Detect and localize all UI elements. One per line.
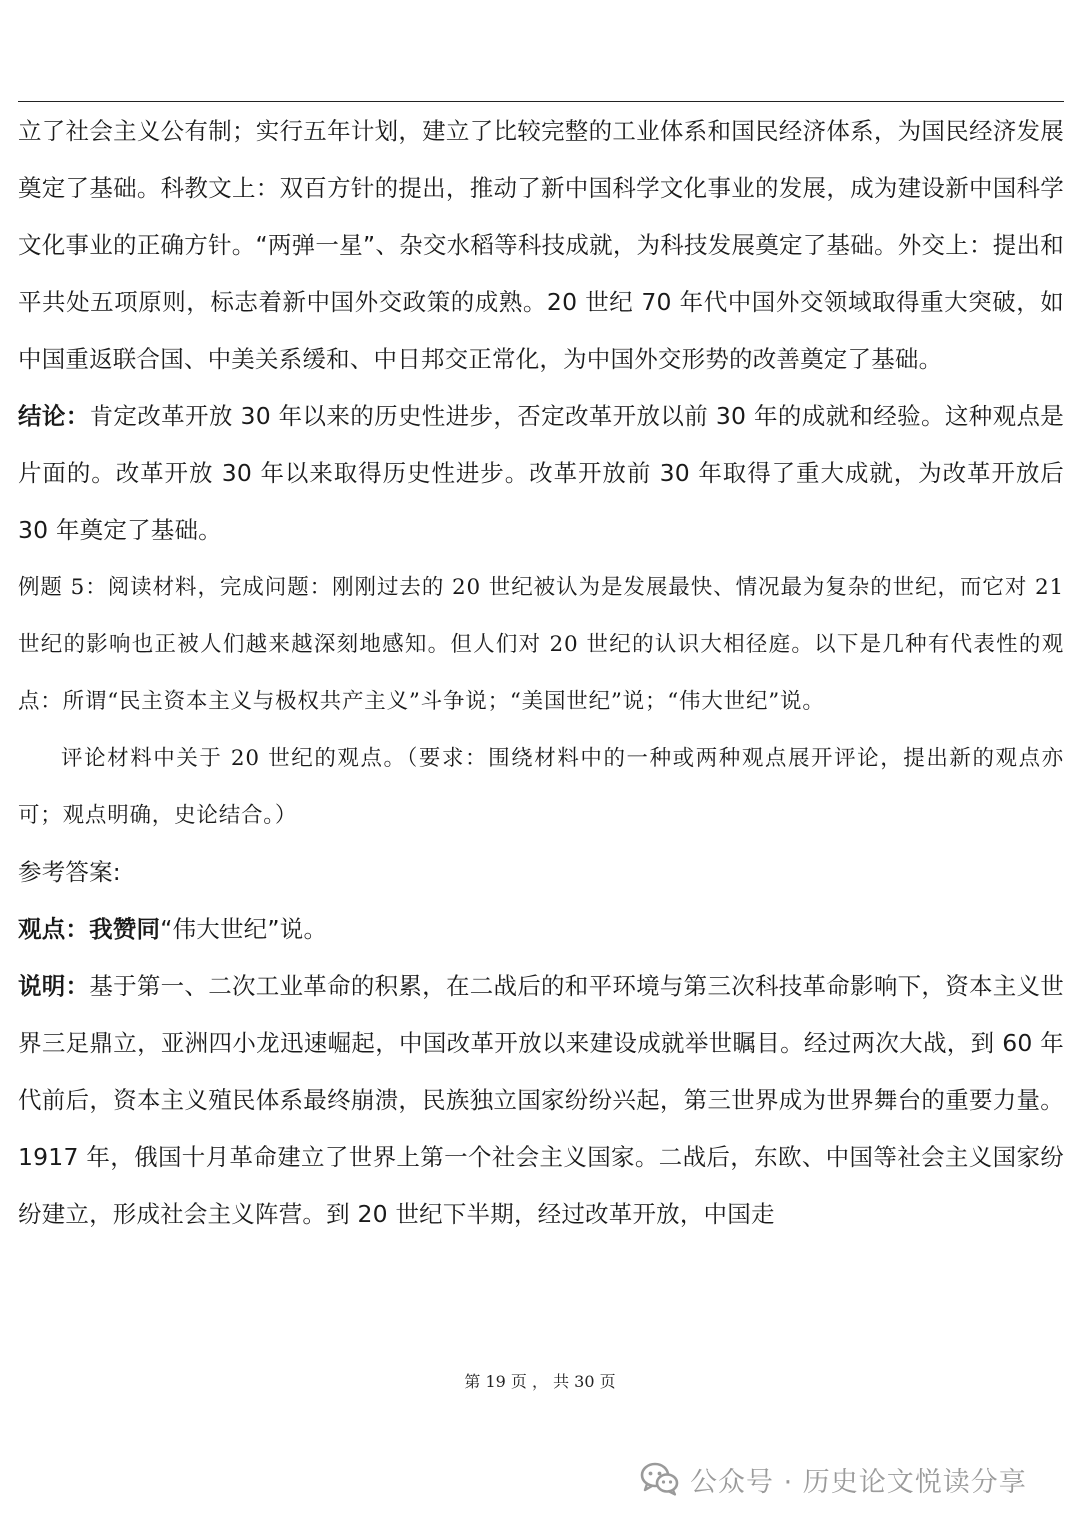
watermark	[640, 1457, 1027, 1501]
explanation-text: 基于第一、二次工业革命的积累，在二战后的和平环境与第三次科技革命影响下，资本主义世界三足鼎立，亚洲四小龙迅速崛起，中国改革开放以来建设成就举世瞩目。经过两次大战，到 60 年代前后，资本主义殖民体系最终崩溃，民族独立国家纷纷兴起，第三世界成为世界舞台的重要力量。1917 年，俄国十月革命建立了世界上第一个社会主义国家。二战后，东欧、中国等社会主义国家纷纷建立，形成社会主义阵营。到 20 世纪下半期，经过改革开放，中国走	[18, 972, 1064, 1228]
paragraph-example-5: 例题 5：阅读材料，完成问题：刚刚过去的 20 世纪被认为是发展最快、情况最为复杂的世纪，而它对 21 世纪的影响也正被人们越来越深刻地感知。但人们对 20 世纪的认识大相径庭。以下是几种有代表性的观点：所谓“民主资本主义与极权共产主义”斗争说；“美国世纪”说；“伟大世纪”说。	[18, 575, 1064, 714]
paragraph-conclusion	[18, 388, 1064, 559]
page-number: 第 19 页 ， 共 30 页	[464, 1372, 616, 1391]
wechat-icon	[640, 1462, 680, 1496]
paragraph-viewpoint	[18, 901, 1064, 958]
header-rule	[18, 101, 1064, 102]
reference-answer-heading: 参考答案:	[18, 858, 121, 886]
document-body	[18, 103, 1064, 1243]
paragraph-achievements: 立了社会主义公有制；实行五年计划，建立了比较完整的工业体系和国民经济体系，为国民经济发展奠定了基础。科教文上：双百方针的提出，推动了新中国科学文化事业的发展，成为建设新中国科学文化事业的正确方针。“两弹一星”、杂交水稻等科技成就，为科技发展奠定了基础。外交上：提出和平共处五项原则，标志着新中国外交政策的成熟。20 世纪 70 年代中国外交领域取得重大突破，如中国重返联合国、中美关系缓和、中日邦交正常化，为中国外交形势的改善奠定了基础。	[18, 117, 1064, 373]
conclusion-text: 肯定改革开放 30 年以来的历史性进步，否定改革开放以前 30 年的成就和经验。这种观点是片面的。改革开放 30 年以来取得历史性进步。改革开放前 30 年取得了重大成就，为改革开放后 30 年奠定了基础。	[18, 402, 1064, 544]
paragraph-explanation	[18, 958, 1064, 1243]
watermark-text: 公众号 · 历史论文悦读分享	[690, 1466, 1027, 1498]
paragraph-question: 评论材料中关于 20 世纪的观点。（要求：围绕材料中的一种或两种观点展开评论，提出新的观点亦可；观点明确，史论结合。）	[18, 746, 1064, 828]
explanation-label: 说明：	[18, 972, 90, 1000]
viewpoint-text: “伟大世纪”说。	[160, 915, 328, 943]
conclusion-label: 结论：	[18, 402, 90, 430]
viewpoint-label: 观点：我赞同	[18, 915, 161, 943]
